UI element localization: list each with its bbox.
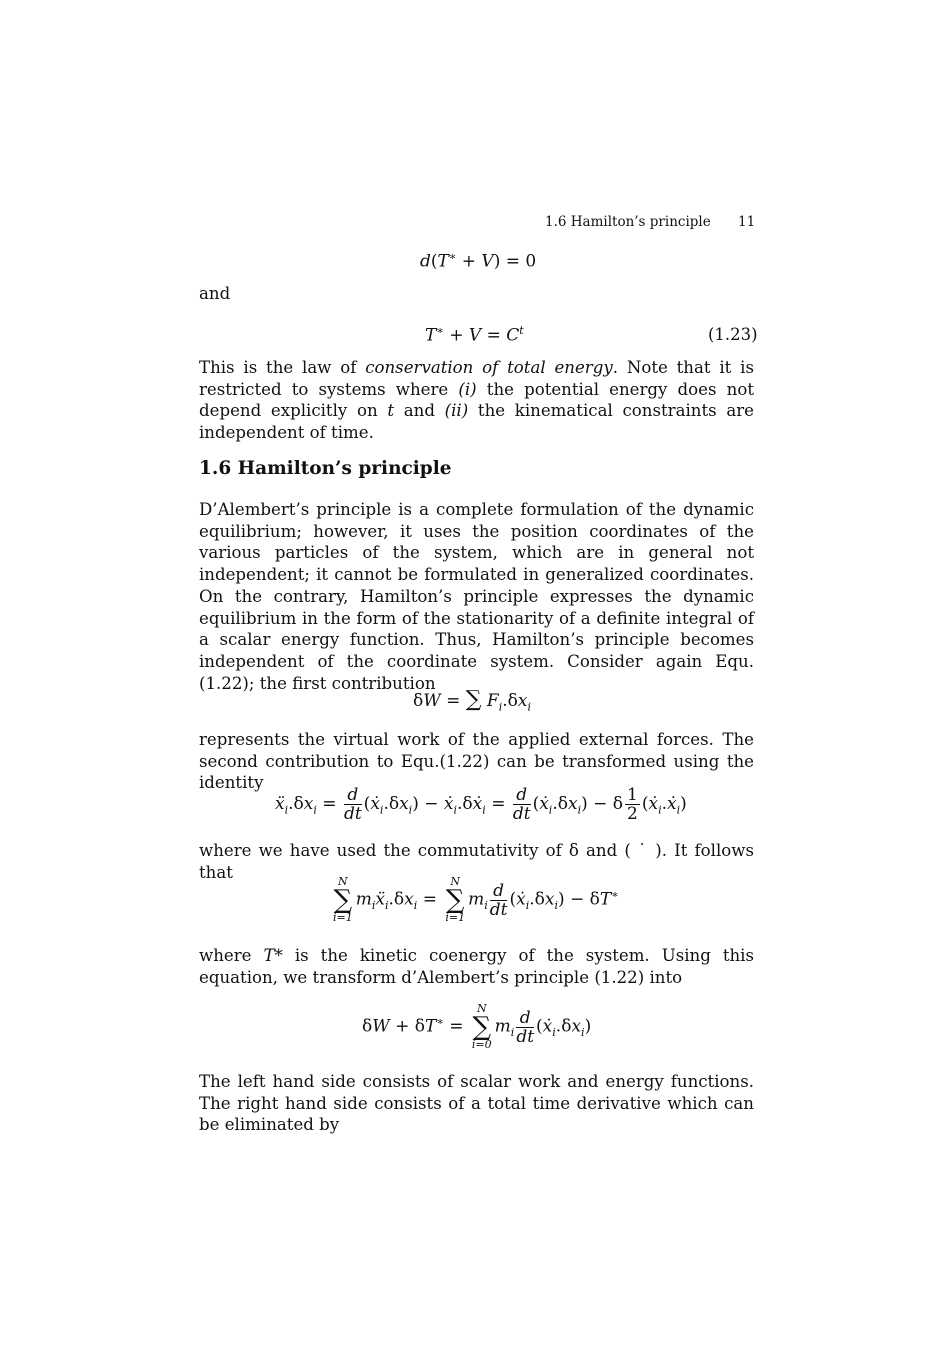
paragraph-conservation: This is the law of conservation of total energy. Note that it is restricted to systems where (i) the potential energy does not depend explicitly on t and (ii) the kinematical constraints are independent of time.: [199, 358, 754, 443]
paragraph-dalembert: D’Alembert’s principle is a complete formulation of the dynamic equilibrium; however, it uses the position coordinates of the various particles of the system, which are in general not independent; it cannot be formulated in generalized coordinates. On the contrary, Hamilton’s principle expresses the dynamic equilibrium in the form of the stationarity of a definite integral of a scalar energy function. Thus, Hamilton’s principle becomes independent of the coordinate system. Consider again Equ.(1.22); the first contribution: [199, 500, 754, 693]
running-header-title: 1.6 Hamilton’s principle: [545, 214, 711, 230]
equation-virtual-work: δW = ∑ $F_i.\delta x_i$: [413, 687, 532, 714]
text-and: and: [199, 284, 231, 303]
equation-transformed-dalembert: δW + δT∗ = N ∑ i=0 $m_i$ $\frac{d}{dt}$ $(ẋ_i.\delta x_i)$: [362, 1002, 592, 1051]
section-heading: 1.6 Hamilton’s principle: [199, 458, 452, 479]
emphasis-conservation: conservation of total energy: [365, 358, 613, 377]
paragraph-final: The left hand side consists of scalar work and energy functions. The right hand side consists of a total time derivative which can be eliminated by: [199, 1072, 754, 1135]
eq-superscript-t: t: [519, 324, 524, 337]
equation-sum-kinetic: N ∑ i=1 $m_iẍ_i.\delta x_i$ = N ∑ i=1 $m_i$ $\frac{d}{dt}$ $(ẋ_i.\delta x_i) - \delta T^∗$: [333, 875, 619, 924]
equation-energy-conservation: $T^∗ + V = C^t$: [425, 324, 524, 346]
paragraph-kinetic-coenergy: where T* is the kinetic coenergy of the system. Using this equation, we transform d’Alembert’s principle (1.22) into: [199, 946, 754, 987]
equation-energy-differential: d(T∗ + V) = 0: [420, 250, 537, 272]
equation-identity: $ẍ_i.\delta x_i$ = $\frac{d}{dt}$ $(ẋ_i.\delta x_i)$ − ẋ$_i$.δẋ$_i$ = $\frac{d}{dt}$ $(ẋ_i.\delta x_i) - \delta$ $\frac{1}{2}$ (ẋ$_i$.ẋ$_i$): [275, 785, 687, 824]
paragraph-commutativity: where we have used the commutativity of δ and ( ˙ ). It follows that: [199, 841, 754, 882]
paragraph-virtual-work: represents the virtual work of the applied external forces. The second contribution to Equ.(1.22) can be transformed using the identity: [199, 730, 754, 793]
equation-number: (1.23): [708, 325, 758, 344]
page-number: 11: [738, 214, 756, 230]
